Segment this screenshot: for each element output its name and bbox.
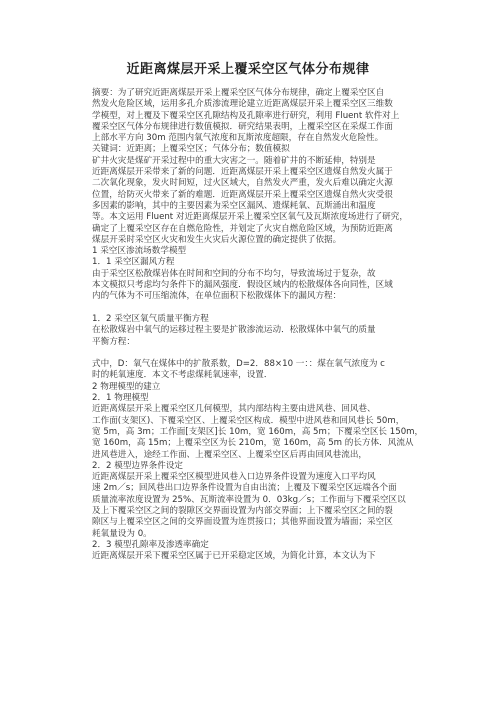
- text-line: 位置，给防灭火带来了新的难题．近距离煤层开采上覆采空区遗煤自然火灾受很: [92, 189, 393, 200]
- blank-line: [92, 303, 432, 314]
- text-line: 近距离煤层开采上覆采空区模型进风巷入口边界条件设置为速度入口平均风: [92, 472, 376, 483]
- blank-line: [92, 348, 432, 359]
- text-line: 宽 160m，高 15m；上覆采空区为长 210m，宽 160m，高 5m 的长方体．风流从: [92, 438, 414, 449]
- text-line: 覆采空区气体分布规律进行数值模拟．研究结果表明，上覆采空区在采煤工作面: [92, 121, 393, 132]
- text-line: 宽 5m，高 3m；工作面[支架区]长 10m，宽 160m，高 5m；下覆采空区长 150m，: [92, 426, 424, 437]
- text-line: 质量流率浓度设置为 25%、瓦斯流率设置为 0．03kg／s；工作面与下覆采空区以: [92, 494, 406, 505]
- text-line: 近距离煤层开采下覆采空区属于已开采稳定区域，为简化计算，本文认为下: [92, 551, 376, 562]
- text-line: 及上下覆采空区之间的裂隙区交界面设置为内部交界面；上下覆采空区之间的裂: [92, 505, 393, 516]
- text-line: 煤层开采时采空区火灾和发生火灾后火源位置的确定提供了依据。: [92, 234, 342, 245]
- text-line: 近距离煤层开采带来了新的问题．近距离煤层开采上覆采空区遗煤自然发火属于: [92, 167, 393, 178]
- text-line: 式中，D：氧气在煤体中的扩散系数，D=2．88×10 一：：煤在氧气浓度为 c: [92, 359, 385, 370]
- text-line: 由于采空区松散煤岩体在时间和空间的分布不均匀，导致流场过于复杂，故: [92, 268, 376, 279]
- text-line: 隙区与上覆采空区之间的交界面设置为连贯接口；其他界面设置为墙面；采空区: [92, 517, 393, 528]
- text-line: 在松散煤岩中氧气的运移过程主要是扩散渗流运动．松散煤体中氧气的质量: [92, 325, 376, 336]
- subsection-heading: 1．2 采空区氧气质量平衡方程: [92, 313, 209, 324]
- document-title: 近距离煤层开采上覆采空区气体分布规律: [126, 62, 370, 77]
- text-line: 等。本文运用 Fluent 对近距离煤层开采上覆采空区氧气及瓦斯浓度场进行了研究，: [92, 212, 408, 223]
- text-line: 时的耗氧速度．本文不考虑煤耗氧速率，设置．: [92, 370, 273, 381]
- document-body: [92, 88, 432, 562]
- text-line: 平衡方程：: [92, 336, 135, 347]
- text-line: 速 2m／s；回风巷出口边界条件设置为自由出流；上覆及下覆采空区远端各个面: [92, 483, 397, 494]
- text-line: 矿井火灾是煤矿开采过程中的重大灾害之一。随着矿井的不断延伸，特别是: [92, 155, 376, 166]
- text-line: 确定了上覆采空区存在自燃危险性，并划定了火灾自燃危险区域，为预防近距离: [92, 223, 393, 234]
- subsection-heading: 1．1 采空区漏风方程: [92, 257, 175, 268]
- text-line: 摘要：为了研究近距离煤层开采上覆采空区气体分布规律，确定上覆采空区自: [92, 88, 385, 98]
- subsection-heading: 2．1 物理模型: [92, 393, 149, 404]
- text-line: 进风巷进入，途经工作面、上覆采空区、上覆采空区后再由回风巷流出，: [92, 449, 368, 460]
- text-line: 耗氧量设为 0。: [92, 528, 152, 539]
- text-line: 上部水平方向 30m 范围内氧气浓度和瓦斯浓度超限，存在自然发火危险性。: [92, 133, 384, 144]
- text-line: 本文模拟只考虑均匀条件下的漏风强度．假设区域内的松散煤体各向同性，区域: [92, 280, 393, 291]
- subsection-heading: 2．3 模型孔隙率及渗透率确定: [92, 539, 209, 550]
- section-heading: 2 物理模型的建立: [92, 381, 161, 392]
- section-heading: 1 采空区渗流场数学模型: [92, 246, 187, 257]
- text-line: 近距离煤层开采上覆采空区几何模型，其内部结构主要由进风巷、回风巷、: [92, 404, 376, 415]
- text-line: 多因素的影响，其中的主要因素为采空区漏风、遗煤耗氧、瓦斯涌出和温度: [92, 200, 376, 211]
- text-line: 二次氧化现象，发火时间短，过火区域大，自然发火严重，发火后难以确定火源: [92, 178, 393, 189]
- text-line: 工作面(支架区)、下覆采空区、上覆采空区构成．模型中进风巷和回风巷长 50m，: [92, 415, 405, 426]
- keywords-line: 关键词：近距离；上覆采空区；气体分布；数值模拟: [92, 144, 290, 155]
- text-line: 学模型，对上覆及下覆采空区孔隙结构及孔隙率进行研究，利用 Fluent 软件对上: [92, 110, 400, 121]
- text-line: 然发火危险区域，运用多孔介质渗流理论建立近距离煤层开采上覆采空区三维数: [92, 99, 393, 110]
- subsection-heading: 2．2 模型边界条件设定: [92, 460, 184, 471]
- text-line: 内的气体为不可压缩流体，在单位面积下松散煤体下的漏风方程：: [92, 291, 342, 302]
